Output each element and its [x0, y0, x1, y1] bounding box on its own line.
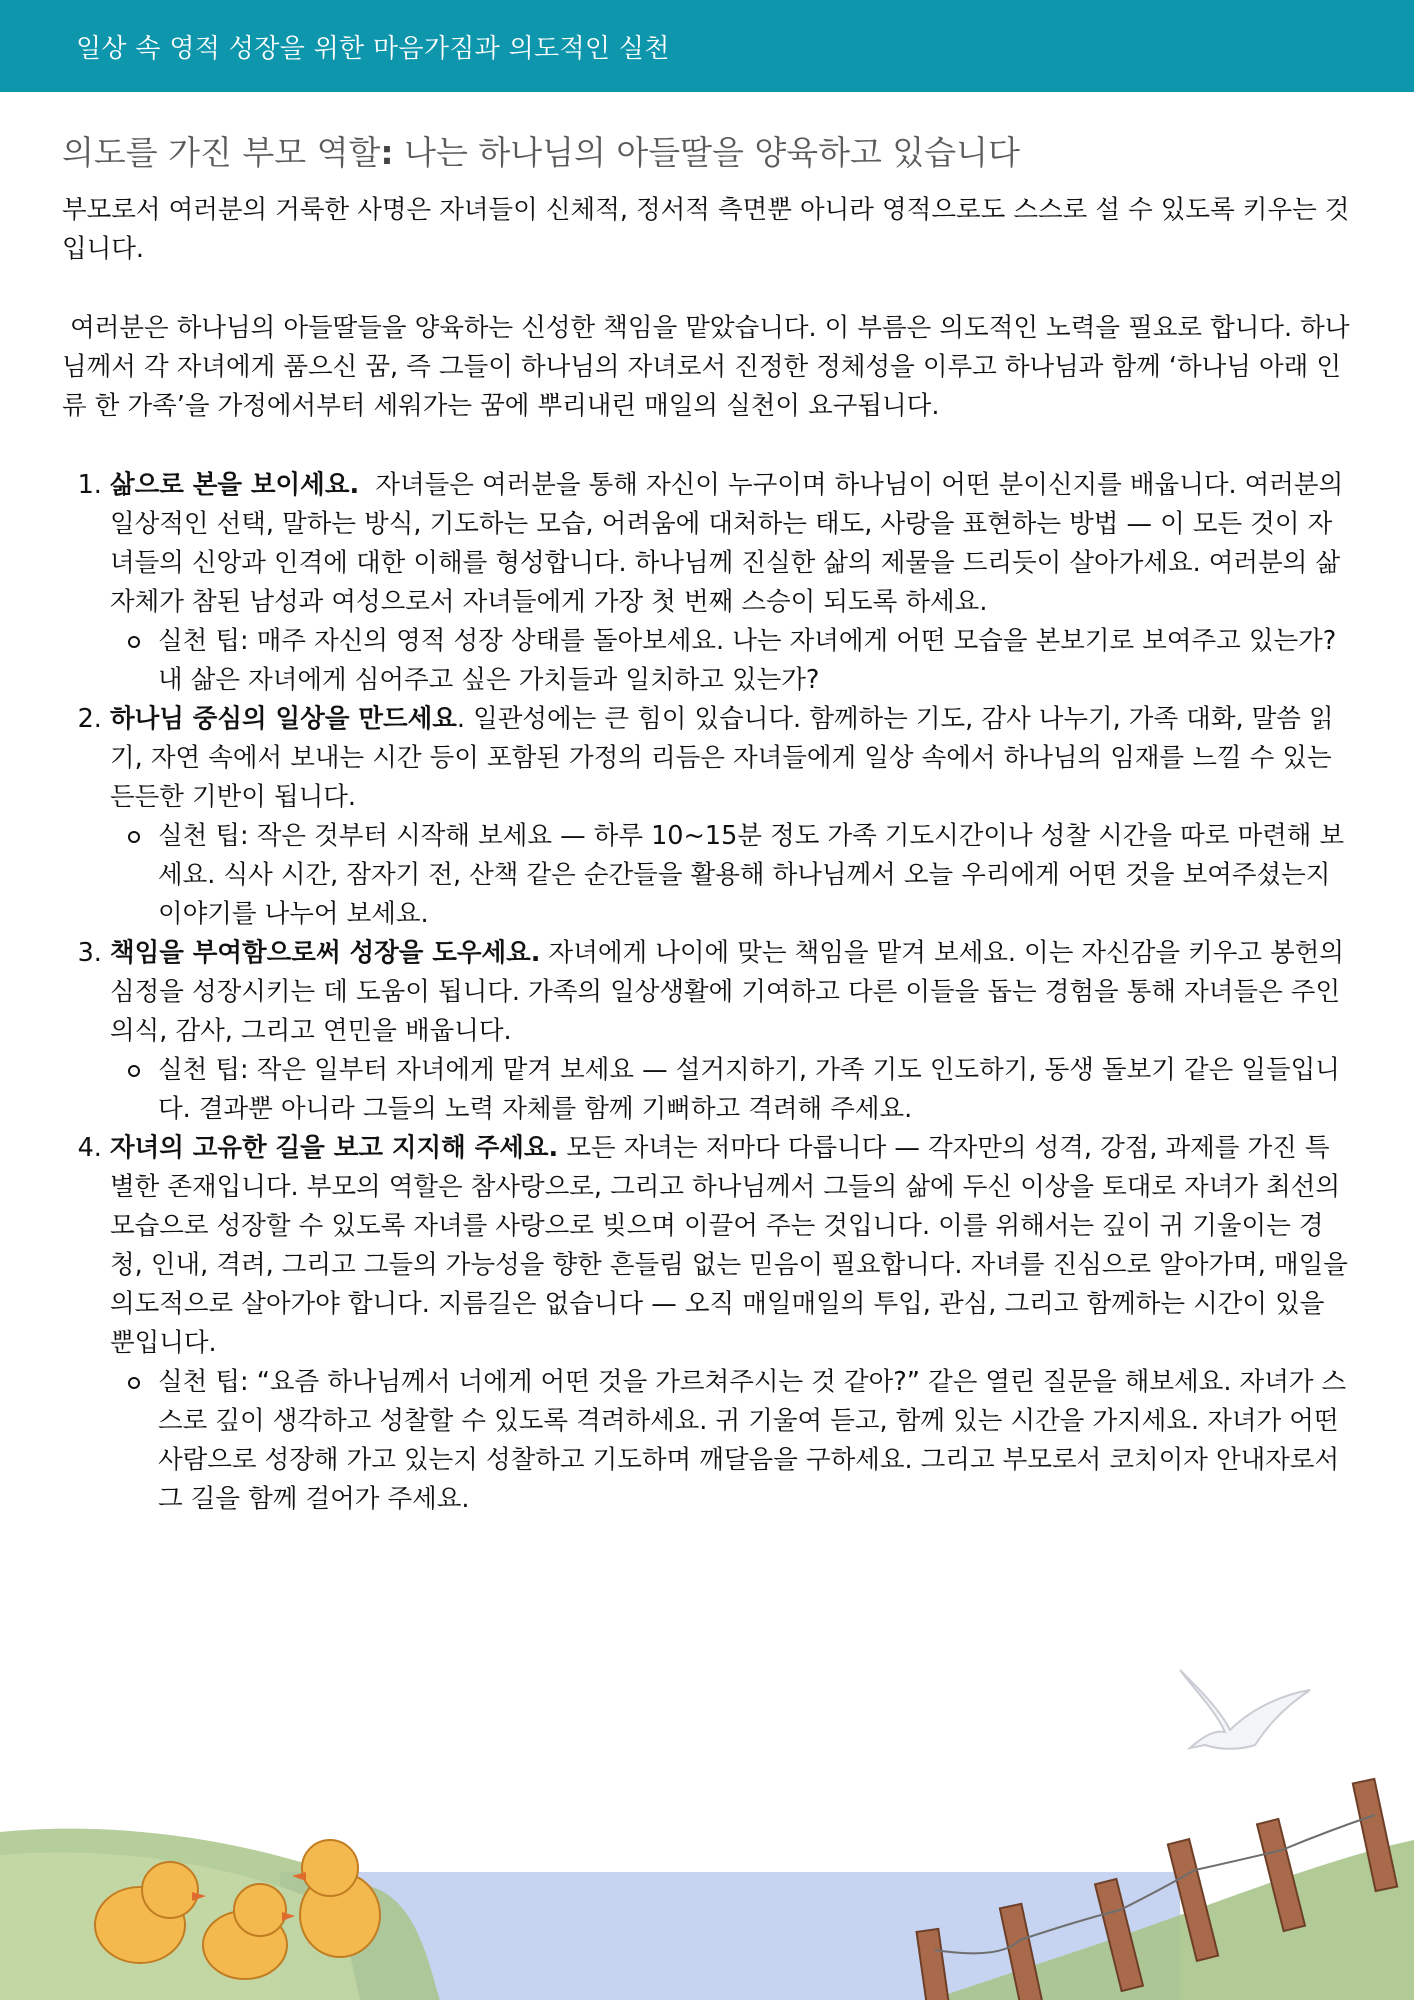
step-item	[110, 1129, 1352, 1519]
tip-item: 실천 팁: “요즘 하나님께서 너에게 어떤 것을 가르쳐주시는 것 같아?” 같은 열린 질문을 해보세요. 자녀가 스스로 깊이 생각하고 성찰할 수 있도록 격려하세요. 귀 기울여 듣고, 함께 있는 시간을 가지세요. 자녀가 어떤 사람으로 성장해 가고 있는지 성찰하고 기도하며 깨달음을 구하세요. 그리고 부모로서 코치이자 안내자로서 그 길을 함께 걸어가 주세요.	[158, 1363, 1352, 1519]
tip-item: 실천 팁: 작은 일부터 자녀에게 맡겨 보세요 — 설거지하기, 가족 기도 인도하기, 동생 돌보기 같은 일들입니다. 결과뿐 아니라 그들의 노력 자체를 함께 기뻐하고 격려해 주세요.	[158, 1051, 1352, 1129]
tip-list	[110, 622, 1352, 700]
document-content	[62, 132, 1352, 1519]
header-title: 일상 속 영적 성장을 위한 마음가짐과 의도적인 실천	[76, 33, 670, 64]
tip-list	[110, 1051, 1352, 1129]
step-lead: 책임을 부여함으로써 성장을 도우세요.	[110, 938, 541, 969]
footer-illustration	[0, 1640, 1414, 2000]
header-bar	[0, 0, 1414, 92]
step-body: 자녀들은 여러분을 통해 자신이 누구이며 하나님이 어떤 분이신지를 배웁니다. 여러분의 일상적인 선택, 말하는 방식, 기도하는 모습, 어려움에 대처하는 태도, 사랑을 표현하는 방법 — 이 모든 것이 자녀들의 신앙과 인격에 대한 이해를 형성합니다. 하나님께 진실한 삶의 제물을 드리듯이 살아가세요. 여러분의 삶 자체가 참된 남성과 여성으로서 자녀들에게 가장 첫 번째 스승이 되도록 하세요.	[110, 470, 1352, 618]
document-title	[62, 132, 1352, 173]
document-title-part2: 나는 하나님의 아들딸을 양육하고 있습니다	[393, 133, 1020, 172]
step-lead: 자녀의 고유한 길을 보고 지지해 주세요.	[110, 1133, 559, 1164]
step-lead: 삶으로 본을 보이세요.	[110, 470, 360, 501]
step-item	[110, 934, 1352, 1129]
intro-paragraph-2: 여러분은 하나님의 아들딸들을 양육하는 신성한 책임을 맡았습니다. 이 부름은 의도적인 노력을 필요로 합니다. 하나님께서 각 자녀에게 품으신 꿈, 즉 그들이 하나님의 자녀로서 진정한 정체성을 이루고 하나님과 함께 ‘하나님 아래 인류 한 가족’을 가정에서부터 세워가는 꿈에 뿌리내린 매일의 실천이 요구됩니다.	[62, 313, 1350, 422]
document-title-colon: :	[380, 133, 394, 172]
step-item	[110, 700, 1352, 934]
tip-item: 실천 팁: 작은 것부터 시작해 보세요 — 하루 10~15분 정도 가족 기도시간이나 성찰 시간을 따로 마련해 보세요. 식사 시간, 잠자기 전, 산책 같은 순간들을 활용해 하나님께서 오늘 우리에게 어떤 것을 보여주셨는지 이야기를 나누어 보세요.	[158, 817, 1352, 934]
step-body: . 일관성에는 큰 힘이 있습니다. 함께하는 기도, 감사 나누기, 가족 대화, 말씀 읽기, 자연 속에서 보내는 시간 등이 포함된 가정의 리듬은 자녀들에게 일상 속에서 하나님의 임재를 느낄 수 있는 든든한 기반이 됩니다.	[110, 704, 1334, 813]
tip-list	[110, 1363, 1352, 1519]
tip-list	[110, 817, 1352, 934]
bird-icon	[1180, 1670, 1310, 1749]
step-item	[110, 466, 1352, 700]
step-lead: 하나님 중심의 일상을 만드세요	[110, 704, 457, 735]
step-body: 모든 자녀는 저마다 다릅니다 — 각자만의 성격, 강점, 과제를 가진 특별한 존재입니다. 부모의 역할은 참사랑으로, 그리고 하나님께서 그들의 삶에 두신 이상을 토대로 자녀가 최선의 모습으로 성장할 수 있도록 자녀를 사랑으로 빚으며 이끌어 주는 것입니다. 이를 위해서는 깊이 귀 기울이는 경청, 인내, 격려, 그리고 그들의 가능성을 향한 흔들림 없는 믿음이 필요합니다. 자녀를 진심으로 알아가며, 매일을 의도적으로 살아가야 합니다. 지름길은 없습니다 — 오직 매일매일의 투입, 관심, 그리고 함께하는 시간이 있을 뿐입니다.	[110, 1133, 1348, 1359]
intro-paragraph-1: 부모로서 여러분의 거룩한 사명은 자녀들이 신체적, 정서적 측면뿐 아니라 영적으로도 스스로 설 수 있도록 키우는 것입니다.	[62, 195, 1350, 265]
step-body: 자녀에게 나이에 맞는 책임을 맡겨 보세요. 이는 자신감을 키우고 봉헌의 심정을 성장시키는 데 도움이 됩니다. 가족의 일상생활에 기여하고 다른 이들을 돕는 경험을 통해 자녀들은 주인의식, 감사, 그리고 연민을 배웁니다.	[110, 938, 1344, 1047]
document-title-part1: 의도를 가진 부모 역할	[62, 133, 381, 172]
tip-item: 실천 팁: 매주 자신의 영적 성장 상태를 돌아보세요. 나는 자녀에게 어떤 모습을 본보기로 보여주고 있는가? 내 삶은 자녀에게 심어주고 싶은 가치들과 일치하고 있는가?	[158, 622, 1352, 700]
steps-list	[62, 466, 1352, 1519]
